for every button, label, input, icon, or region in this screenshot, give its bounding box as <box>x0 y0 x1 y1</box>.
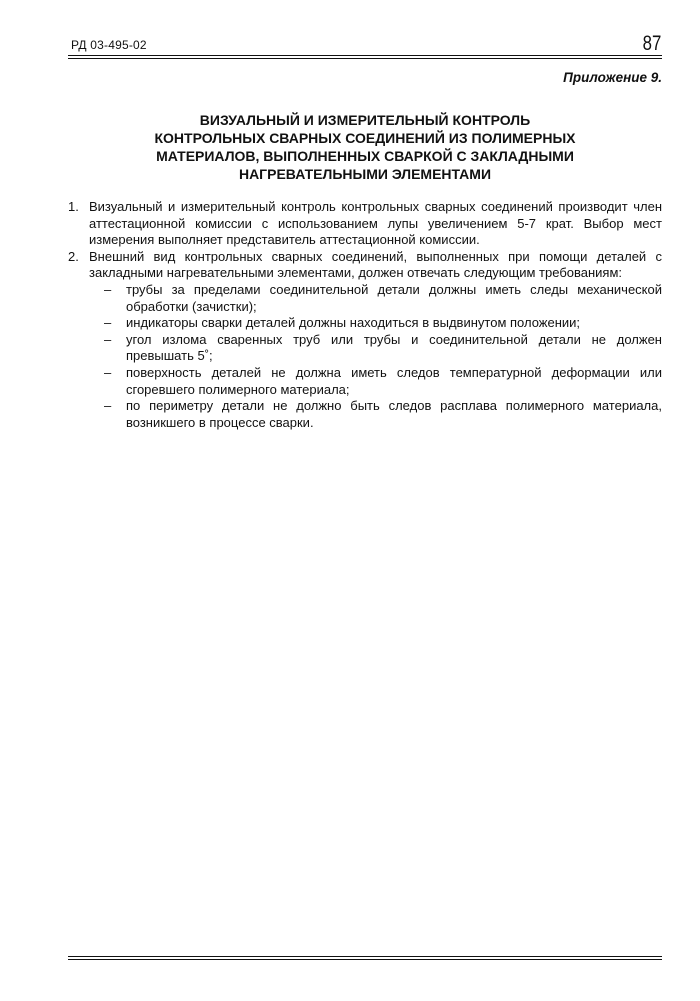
sub-list-item <box>104 282 662 315</box>
requirements-list <box>68 199 662 431</box>
sub-list-item <box>104 332 662 365</box>
sub-list-item <box>104 315 662 332</box>
sub-list-item-text: угол излома сваренных труб или трубы и соединительной детали не должен превышать 5˚; <box>126 331 662 364</box>
title-line: НАГРЕВАТЕЛЬНЫМИ ЭЛЕМЕНТАМИ <box>238 166 492 182</box>
page-number: 87 <box>642 32 661 55</box>
page-title <box>68 111 662 183</box>
footer-rule <box>68 956 662 960</box>
sub-list-item-text: по периметру детали не должно быть следов расплава полимерного материала, возникшего в процессе сварки. <box>126 398 662 430</box>
title-line: ВИЗУАЛЬНЫЙ И ИЗМЕРИТЕЛЬНЫЙ КОНТРОЛЬ <box>199 112 531 128</box>
list-item-text: Визуальный и измерительный контроль контрольных сварных соединений производит член аттестационной комиссии с использованием лупы увеличением 5-7 крат. Выбор мест измерения выполняет представитель аттестационной комиссии. <box>89 199 662 248</box>
sub-list-item <box>104 365 662 398</box>
list-item-number: 2. <box>68 248 79 264</box>
list-item <box>68 249 662 432</box>
list-item-text: Внешний вид контрольных сварных соединений, выполненных при помощи деталей с закладными нагревательными элементами, должен отвечать следующим требованиям: <box>89 248 662 281</box>
dash-bullet: – <box>104 331 112 347</box>
requirements-sublist <box>89 282 662 431</box>
dash-bullet: – <box>104 281 112 297</box>
list-item-number: 1. <box>68 199 79 214</box>
title-line: МАТЕРИАЛОВ, ВЫПОЛНЕННЫХ СВАРКОЙ С ЗАКЛАДНЫМИ <box>156 148 574 164</box>
sub-list-item-text: трубы за пределами соединительной детали должны иметь следы механической обработки (зачистки); <box>126 281 662 314</box>
dash-bullet: – <box>104 364 112 380</box>
list-item <box>68 199 662 249</box>
title-line: КОНТРОЛЬНЫХ СВАРНЫХ СОЕДИНЕНИЙ ИЗ ПОЛИМЕРНЫХ <box>154 130 576 146</box>
dash-bullet: – <box>104 398 112 414</box>
sub-list-item <box>104 398 662 431</box>
sub-list-item-text: поверхность деталей не должна иметь следов температурной деформации или сгоревшего полимерного материала; <box>126 364 662 397</box>
dash-bullet: – <box>104 315 112 331</box>
document-code: РД 03-495-02 <box>71 38 147 52</box>
sub-list-item-text: индикаторы сварки деталей должны находиться в выдвинутом положении; <box>126 315 581 331</box>
appendix-label: Приложение 9. <box>563 70 662 85</box>
header-rule <box>68 55 662 59</box>
